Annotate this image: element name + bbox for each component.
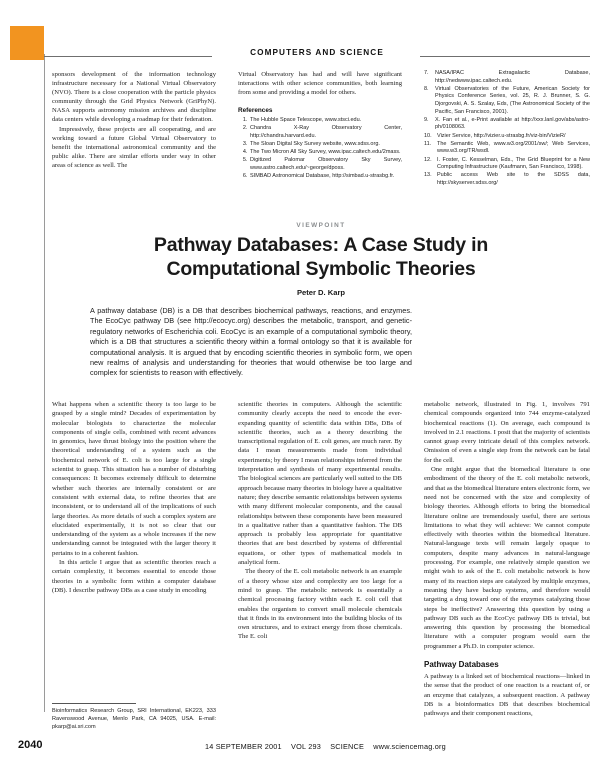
article-author: Peter D. Karp — [296, 288, 346, 297]
reference-text: X. Fan et al., e-Print available at http://xxx.lanl.gov/abs/astro-ph/0108063. — [435, 116, 590, 131]
top-col1-para-2: Impressively, these projects are all cooperating, and are working toward a future Global Virtual Observatory to benefit the international astronomical community and the public alike. There are similar efforts under way in other areas of science as well. The — [52, 125, 216, 169]
reference-item: 10. Vizier Service, http://vizier.u-strasbg.fr/viz-bin/VizieR/ — [424, 132, 566, 139]
references-heading: References — [238, 107, 273, 115]
top-col1-para-1: sponsors development of the information technology infrastructure necessary for a National Virtual Observatory (NVO). There is a close cooperation with the particle physics community through the Grid Physics Network (GriPhyN). NASA supports astronomy mission archives and discipline data centers while developing a roadmap for their federation. — [52, 71, 216, 124]
page-number: 2040 — [18, 739, 43, 751]
top-column-2 — [238, 70, 402, 181]
reference-item: 12. I. Foster, C. Kesselman, Eds., The Grid Blueprint for a New Computing Infrastructure (Kaufmann, San Francisco, 1998). — [424, 156, 590, 171]
reference-item: 11. The Semantic Web, www.w3.org/2001/sw/; Web Services, www.w3.org/TR/wsdl. — [424, 140, 590, 155]
reference-item: 2. Chandra X-Ray Observatory Center, http://chandra.harvard.edu. — [249, 125, 402, 140]
top-continuation-zone — [52, 70, 590, 216]
article-kicker: VIEWPOINT — [296, 222, 346, 229]
reference-list-column-2 — [238, 117, 402, 181]
reference-text: Virtual Observatories of the Future, American Society for Physics Conference Series, vol. 25, R. J. Brunner, S. G. Djorgovski, A. S. Szalay, Eds, (The Astronomical Society of the Pacific, San Francisco, 2001). — [435, 85, 590, 115]
body-col3-para-3: A pathway is a linked set of biochemical reactions—linked in the sense that the product of one reaction is a reactant of, or an enzyme that catalyzes, a subsequent reaction. A pathway DB is a bioinformatics DB that describes biochemical pathways and their component reactions, — [424, 673, 590, 718]
footer-date: 14 SEPTEMBER 2001 — [205, 742, 282, 751]
body-col1-para-1: What happens when a scientific theory is too large to be grasped by a single mind? Decades of experimentation by molecular biologists to characterize the molecular components of single cells, combined with recent advances in genomics, have thrust biology into the position where the theoretical understanding of a system such as the biochemical network of E. coli is too large for a single scientist to grasp. This situation has a number of disturbing consequences: It becomes extremely difficult to determine whether such theories are internally consistent or are consistent with external data, to refine theories that are inconsistent, or to understand all of the implications of such large theories. As more details of such a complex system are elucidated experimentally, it is not so clear that our understanding of the system as a whole increases if the new understanding cannot be integrated with the larger theory it pertains to in a coherent fashion. — [52, 401, 216, 557]
reference-item: 9. X. Fan et al., e-Print available at http://xxx.lanl.gov/abs/astro-ph/0108063. — [424, 116, 590, 131]
top-column-1 — [52, 70, 216, 170]
title-line-1: Pathway Databases: A Case Study in — [153, 234, 489, 256]
orange-accent-block — [10, 26, 44, 60]
reference-text: Public access Web site to the SDSS data, http://skyserver.sdss.org/ — [437, 172, 590, 186]
reference-list-column-3 — [424, 70, 590, 187]
footer-journal: SCIENCE — [330, 742, 365, 751]
body-col2-para-1: scientific theories in computers. Although the scientific community clearly accepts the need to encode the ever-expanding quantity of scientific data within DBs, DBs of scientific theories, such as a theory describing the transcriptional regulation of E. coli genes, are much rarer. By data I mean measurements made from individual experiments; by theory I mean relationships inferred from the interpretation and synthesis of many experimental results. The biological sciences are particularly well suited to the DB approach because many theories in biology have a qualitative nature; they describe semantic relationships between systems with many different molecular components, and the causal relationships between these components have been measured in a qualitative rather than a quantitative fashion. The DB approach is probably less appropriate for quantitative theories that are best described by systems of differential equations, or other types of mathematical models in analytical form. — [238, 401, 402, 567]
reference-item: 4. The Two Micron All Sky Survey, www.ipac.caltech.edu/2mass. — [249, 149, 402, 157]
reference-item: 7. NASA/IPAC Extragalactic Database, http://nedwww.ipac.caltech.edu. — [424, 70, 590, 84]
article-abstract: A pathway database (DB) is a DB that describes biochemical pathways, reactions, and enzymes. The EcoCyc pathway DB (see http://ecocyc.org) describes the metabolic, transport, and genetic-regulatory networks of Escherichia coli. EcoCyc is an example of a computational symbolic theory, which is a DB that structures a scientific theory within a formal ontology so that it is available for computational analysis. It is argued that by encoding scientific theories in symbolic form, we open new realms of analysis and understanding for theories that would otherwise be too large and complex for scientists to reason with effectively. — [90, 306, 412, 378]
body-column-2 — [238, 400, 402, 642]
reference-text: I. Foster, C. Kesselman, Eds., The Grid Blueprint for a New Computing Infrastructure (Kaufmann, San Francisco, 1998). — [437, 156, 590, 171]
body-col3-para-1: metabolic network, illustrated in Fig. 1, involves 791 chemical compounds organized into 744 enzyme-catalyzed biochemical reactions (1). On average, each compound is involved in 2.1 reactions. I posit that the majority of scientists cannot grasp every intricate detail of this complex network. Omission of even a single step from the network can be fatal for the cell. — [424, 401, 590, 464]
left-gutter-rule — [44, 54, 45, 712]
title-line-2: Computational Symbolic Theories — [166, 258, 476, 280]
running-head — [44, 48, 590, 64]
footer-volume: VOL 293 — [291, 742, 321, 751]
reference-text: The Semantic Web, www.w3.org/2001/sw/; Web Services, www.w3.org/TR/wsdl. — [437, 140, 590, 155]
affiliation-rule — [52, 703, 136, 704]
article-body — [52, 400, 590, 718]
reference-text: NASA/IPAC Extragalactic Database, http://nedwww.ipac.caltech.edu. — [435, 70, 590, 84]
running-head-label: COMPUTERS AND SCIENCE — [250, 48, 384, 57]
body-col3-para-2: One might argue that the biomedical literature is one embodiment of the theory of the E. coli metabolic network, and that as the biomedical literature enters electronic form, we need not be concerned with the size and complexity of biology theories. Although efforts to bring the biomedical literature online are tremendously useful, there are serious limitations to what they will achieve: We cannot compute effectively with theories within the biomedical literature. Natural-language texts will remain largely opaque to computers, despite many advances in natural-language processing. For example, one relatively simple question we might wish to ask of the E. coli metabolic network is how many of its reaction steps are catalyzed by multiple enzymes, meaning they have backup systems, and therefore would targeting a drug toward one of the enzymes catalyzing those steps be ineffective? Answering this question by using a pathway DB such as the EcoCyc pathway DB is trivial, but answering this question by processing the biomedical literature with a computer program would earn the programmer a Ph.D. in computer science. — [424, 466, 590, 650]
body-col2-para-2: The theory of the E. coli metabolic network is an example of a theory whose size and complexity are too large for a mind to grasp. The metabolic network is essentially a chemical processing factory within each E. coli cell that enables the organism to convert small molecule chemicals that it finds in its environment into the building blocks of its own structures, and to extract energy from those chemicals. The E. coli — [238, 568, 402, 641]
reference-item: 1. The Hubble Space Telescope, www.stsci.edu. — [249, 117, 402, 125]
footer-website: www.sciencemag.org — [373, 742, 446, 751]
section-heading-pathway-databases: Pathway Databases — [424, 660, 499, 670]
reference-item: 5. Digitized Palomar Observatory Sky Survey, www.astro.caltech.edu/~george/dposs. — [249, 157, 402, 172]
body-column-1 — [52, 400, 216, 595]
reference-text: Vizier Service, http://vizier.u-strasbg.fr/viz-bin/VizieR/ — [437, 132, 566, 139]
reference-item: 3. The Sloan Digital Sky Survey website, www.sdss.org. — [249, 141, 402, 149]
reference-item: 6. SIMBAD Astronomical Database, http://simbad.u-strasbg.fr. — [249, 173, 402, 181]
footer-citation — [205, 742, 446, 751]
page-title — [60, 233, 582, 281]
body-column-3 — [424, 400, 590, 719]
body-col1-para-2: In this article I argue that as scientific theories reach a certain complexity, it becomes essential to encode those theories in a symbolic form within a computer database (DB). I describe pathway DBs as a case study in encoding — [52, 559, 216, 594]
reference-item: 8. Virtual Observatories of the Future, American Society for Physics Conference Series, vol. 25, R. J. Brunner, S. G. Djorgovski, A. S. Szalay, Eds, (The Astronomical Society of the Pacific, San Francisco, 2001). — [424, 85, 590, 115]
author-affiliation — [52, 703, 216, 731]
reference-item: 13. Public access Web site to the SDSS data, http://skyserver.sdss.org/ — [424, 172, 590, 186]
top-col2-para-1: Virtual Observatory has had and will have significant interactions with other science communities, both learning from some and providing a model for others. — [238, 71, 402, 97]
affiliation-text: Bioinformatics Research Group, SRI International, EK223, 333 Ravenswood Avenue, Menlo Park, CA 94025, USA. E-mail: pkarp@ai.sri.com — [52, 708, 216, 730]
top-column-3 — [424, 70, 590, 188]
